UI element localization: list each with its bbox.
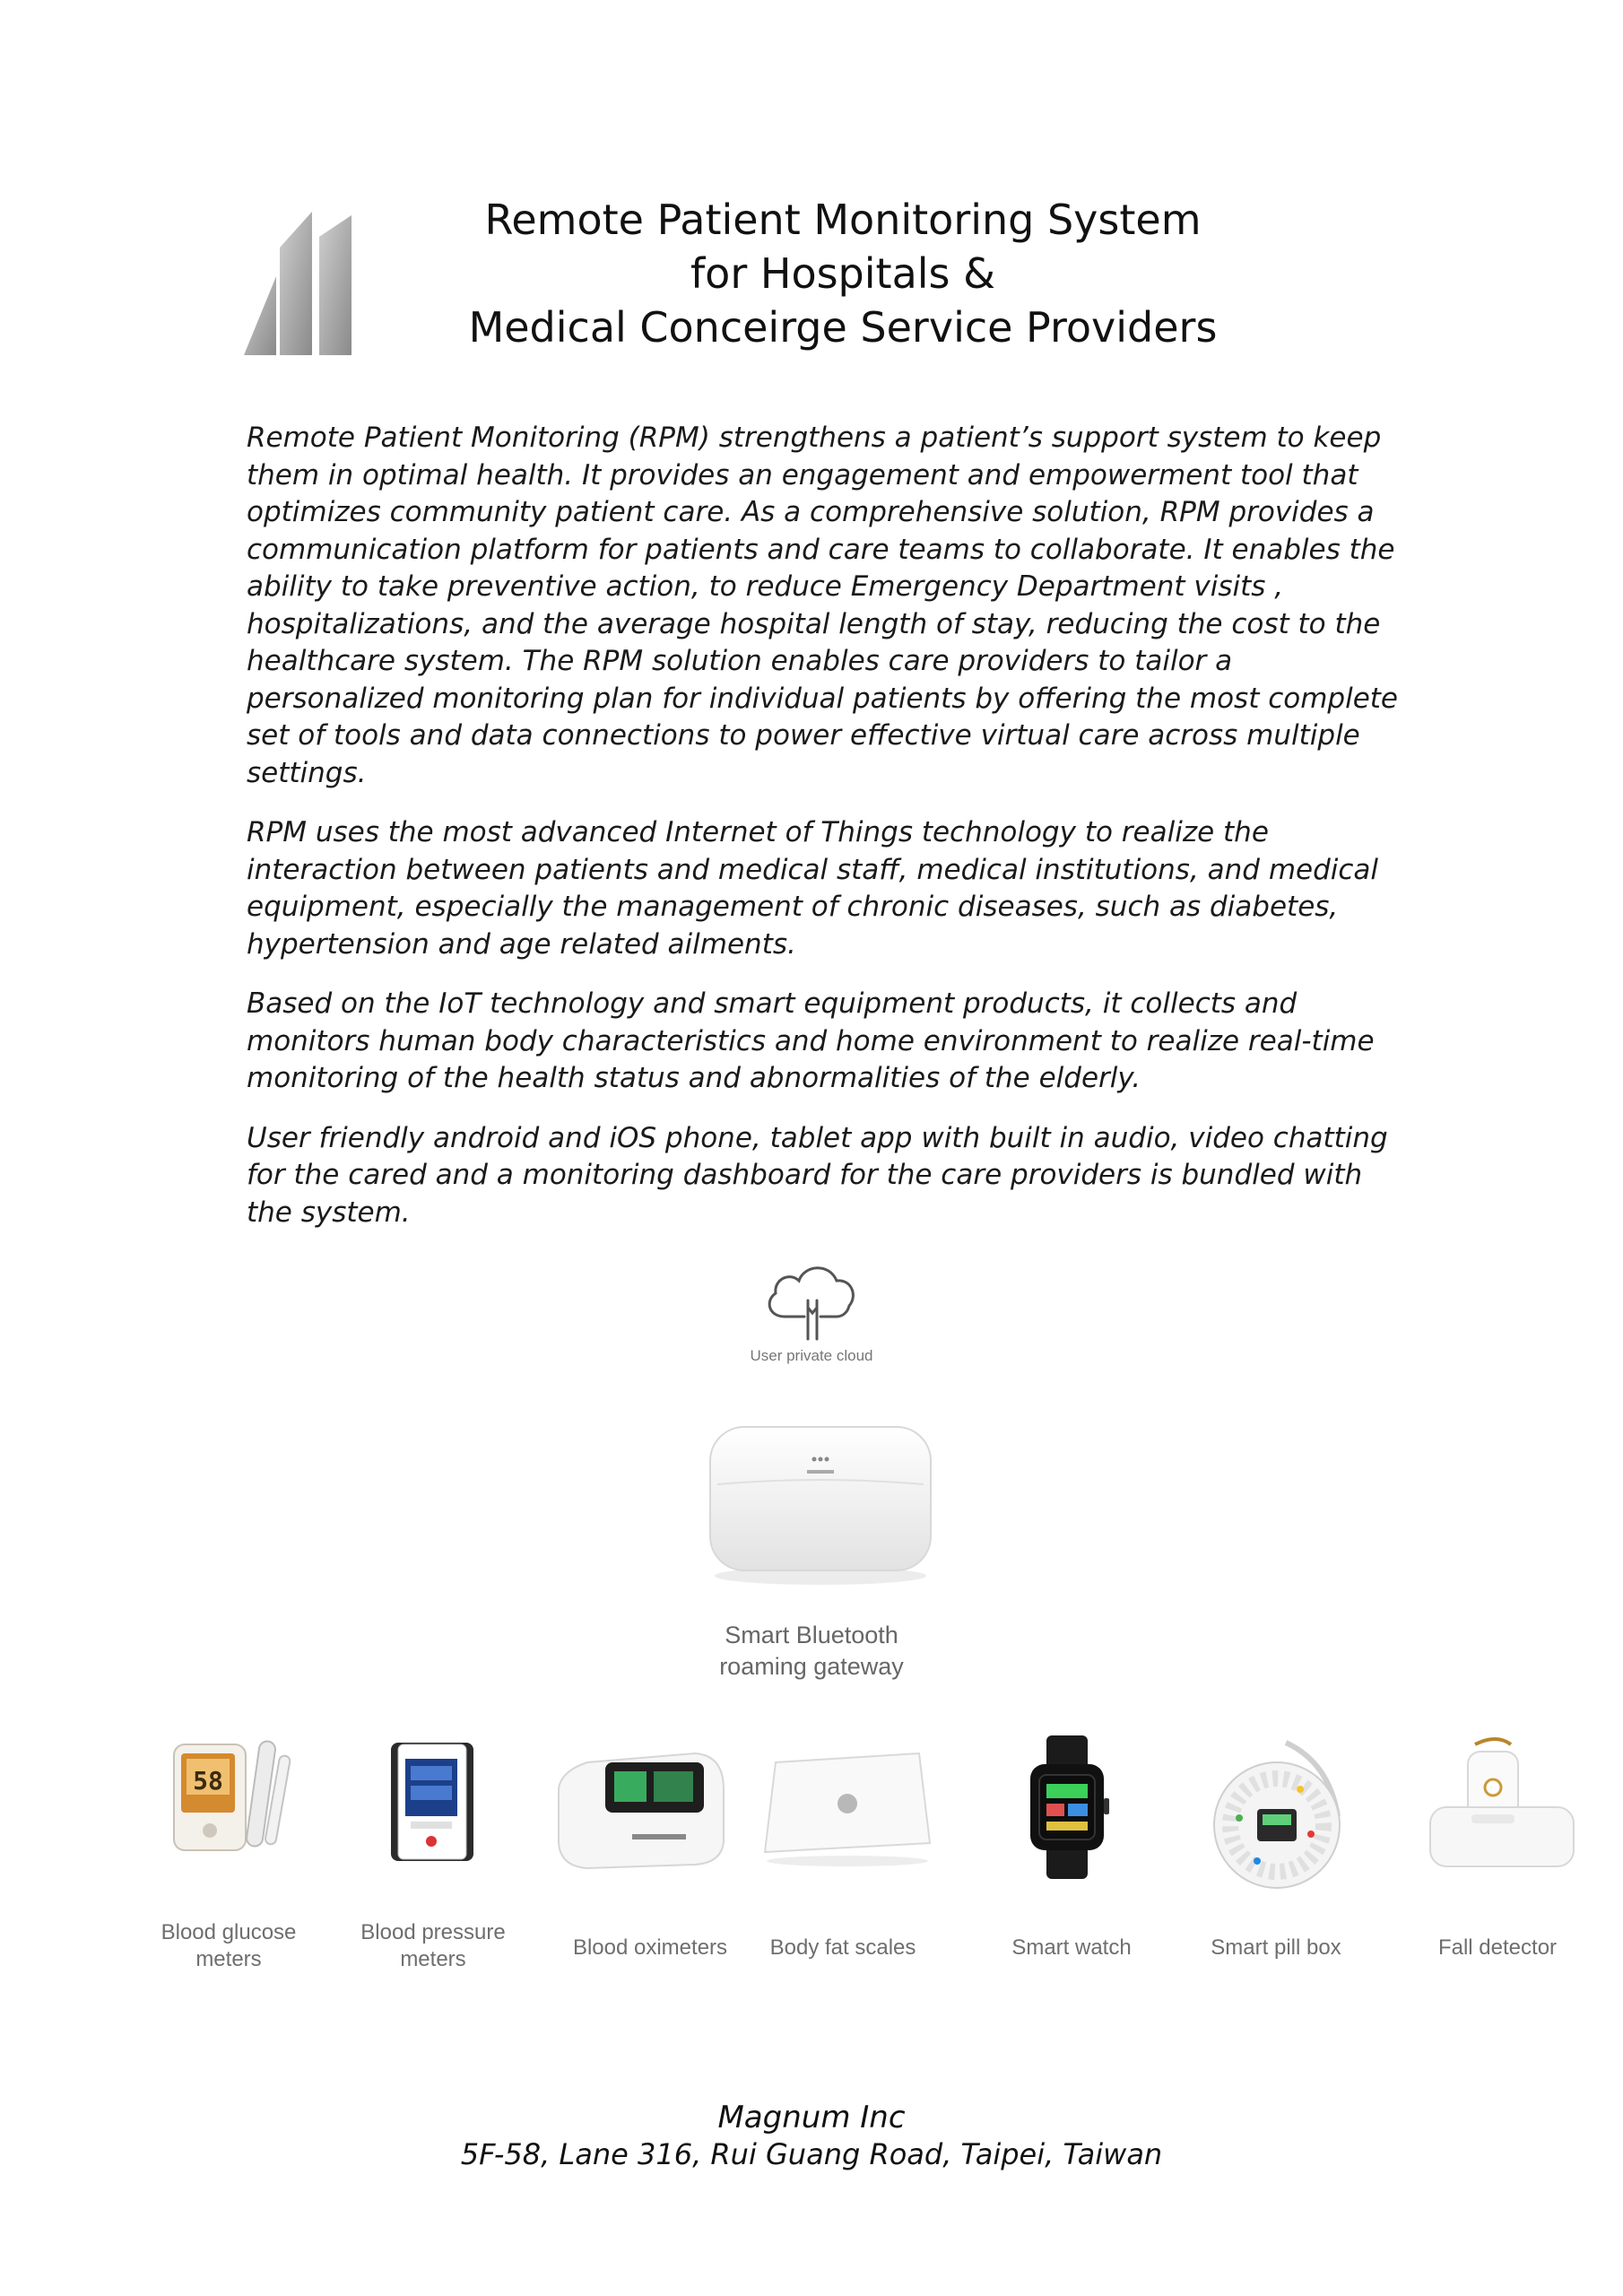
glucose-meter-label [135, 1919, 323, 1973]
pill-box-device [1203, 1735, 1356, 1892]
fall-detector-icon [1421, 1735, 1583, 1874]
scale-label-line-1: Body fat scales [769, 1935, 916, 1960]
gateway-label [664, 1620, 959, 1683]
fall-detector-label [1403, 1935, 1592, 1961]
title-line-2: for Hospitals & [690, 249, 995, 298]
smart-watch-device [1018, 1735, 1116, 1879]
pill-box-icon [1203, 1735, 1356, 1892]
paragraph-1: Remote Patient Monitoring (RPM) strengthens a patient’s support system to keep them in optimal health. It provides an engagement and empowerment tool that optimizes community patient care. As a comprehensive solution, RPM provides a communication platform for patients and care teams to collaborate. It enables the ability to take preventive action, to reduce Emergency Department visits , hospitalizations, and the average hospital length of stay, reducing the cost to the healthcare system. The RPM solution enables care providers to tailor a personalized monitoring plan for individual patients by offering the most complete set of tools and data connections to power effective virtual care across multiple settings. [247, 422, 1399, 789]
scale-label [749, 1935, 937, 1961]
paragraph-4: User friendly android and iOS phone, tablet app with built in audio, video chatting for the cared and a monitoring dashboard for the care providers is bundled with the system. [247, 1121, 1388, 1229]
glucose-meter-label-line-2: meters [195, 1947, 262, 1971]
oximeter-device [551, 1735, 731, 1879]
smart-watch-icon [1018, 1735, 1116, 1879]
cloud-label: User private cloud [750, 1347, 873, 1364]
blood-pressure-label-line-2: meters [400, 1947, 466, 1971]
paragraph-3: Based on the IoT technology and smart equipment products, it collects and monitors human body characteristics and home environment to realize real-time monitoring of the health status and abnormalities of the elderly. [247, 987, 1375, 1094]
cloud-icon [758, 1254, 865, 1344]
title-line-3: Medical Conceirge Service Providers [468, 303, 1218, 352]
paragraph-2: RPM uses the most advanced Internet of Things technology to realize the interaction between patients and medical staff, medical institutions, and medical equipment, especially the management of chronic diseases, such as diabetes, hypertension and age related ailments. [247, 816, 1379, 961]
blood-pressure-device [378, 1735, 486, 1866]
smart-watch-label-line-1: Smart watch [1011, 1935, 1132, 1960]
blood-pressure-label [339, 1919, 527, 1973]
pill-box-label [1182, 1935, 1370, 1961]
blood-pressure-monitor-icon [378, 1735, 486, 1866]
blood-pressure-label-line-1: Blood pressure [360, 1920, 506, 1944]
company-address: 5F-58, Lane 316, Rui Guang Road, Taipei, Taiwan [460, 2137, 1163, 2171]
gateway-device-icon [699, 1422, 942, 1587]
company-name: Magnum Inc [717, 2100, 906, 2135]
gateway-label-line-1: Smart Bluetooth [725, 1622, 898, 1648]
stepped-bars-logo-icon [244, 212, 355, 355]
oximeter-label-line-1: Blood oximeters [572, 1935, 728, 1960]
scale-device [758, 1735, 937, 1870]
pill-box-label-line-1: Smart pill box [1211, 1935, 1341, 1960]
glucose-meter-icon [154, 1735, 298, 1857]
oximeter-icon [551, 1735, 731, 1879]
glucose-display-value: 58 [193, 1766, 223, 1796]
body-text [247, 420, 1403, 1254]
gateway-label-line-2: roaming gateway [719, 1653, 904, 1680]
title-line-1: Remote Patient Monitoring System [484, 196, 1202, 244]
page-title [395, 193, 1291, 354]
smart-watch-label [977, 1935, 1166, 1961]
fall-detector-device [1421, 1735, 1583, 1874]
glucose-meter-label-line-1: Blood glucose [161, 1920, 297, 1944]
oximeter-label [551, 1935, 749, 1961]
scale-icon [758, 1735, 937, 1870]
footer [363, 2099, 1260, 2172]
fall-detector-label-line-1: Fall detector [1437, 1935, 1558, 1960]
glucose-meter-device [154, 1735, 298, 1857]
